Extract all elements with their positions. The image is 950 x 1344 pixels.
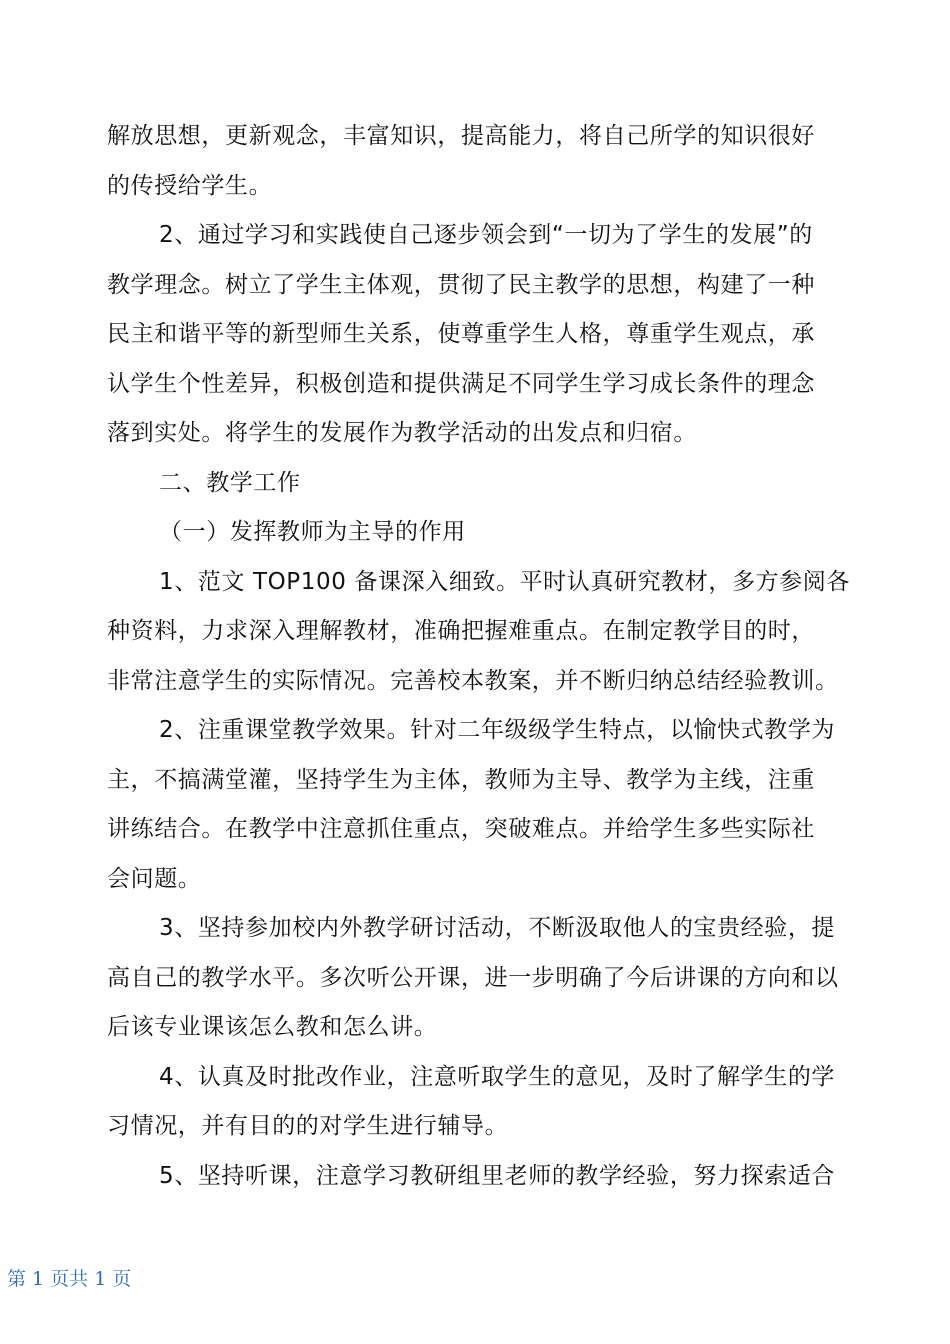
text-line: 4、认真及时批改作业，注意听取学生的意见，及时了解学生的学: [159, 1063, 836, 1090]
text-line: 2、注重课堂教学效果。针对二年级级学生特点，以愉快式教学为: [159, 717, 836, 743]
text-line: 主，不搞满堂灌，坚持学生为主体，教师为主导、教学为主线，注重: [107, 766, 815, 793]
text-line: 民主和谐平等的新型师生关系，使尊重学生人格，尊重学生观点，承: [107, 321, 815, 347]
page-number-footer: 第 1 页共 1 页: [7, 1268, 132, 1290]
text-line: 种资料，力求深入理解教材，准确把握难重点。在制定教学目的时，: [107, 618, 815, 644]
text-line: 1、范文 TOP100 备课深入细致。平时认真研究教材，多方参阅各: [159, 568, 850, 595]
text-line: 解放思想，更新观念，丰富知识，提高能力，将自己所学的知识很好: [107, 123, 815, 149]
text-line: 的传授给学生。: [107, 172, 273, 199]
document-body: [107, 112, 850, 1201]
text-line: 5、坚持听课，注意学习教研组里老师的教学经验，努力探索适合: [159, 1162, 836, 1189]
text-line: 后该专业课该怎么教和怎么讲。: [107, 1014, 438, 1040]
text-line: 非常注意学生的实际情况。完善校本教案，并不断归纳总结经验教训。: [107, 667, 839, 694]
text-line: （一）发挥教师为主导的作用: [159, 519, 466, 545]
text-line: 3、坚持参加校内外教学研讨活动，不断汲取他人的宝贵经验，提: [159, 915, 836, 941]
text-line: 讲练结合。在教学中注意抓住重点，突破难点。并给学生多些实际社: [107, 816, 815, 842]
text-line: 习情况，并有目的的对学生进行辅导。: [107, 1113, 509, 1139]
text-line: 落到实处。将学生的发展作为教学活动的出发点和归宿。: [107, 420, 697, 446]
text-line: 会问题。: [107, 865, 202, 892]
text-line: 二、教学工作: [159, 469, 301, 496]
text-line: 高自己的教学水平。多次听公开课，进一步明确了今后讲课的方向和以: [107, 964, 839, 991]
text-line: 认学生个性差异，积极创造和提供满足不同学生学习成长条件的理念: [107, 370, 815, 397]
text-line: 2、通过学习和实践使自己逐步领会到“一切为了学生的发展”的: [159, 222, 813, 248]
text-line: 教学理念。树立了学生主体观，贯彻了民主教学的思想，构建了一种: [107, 271, 815, 298]
